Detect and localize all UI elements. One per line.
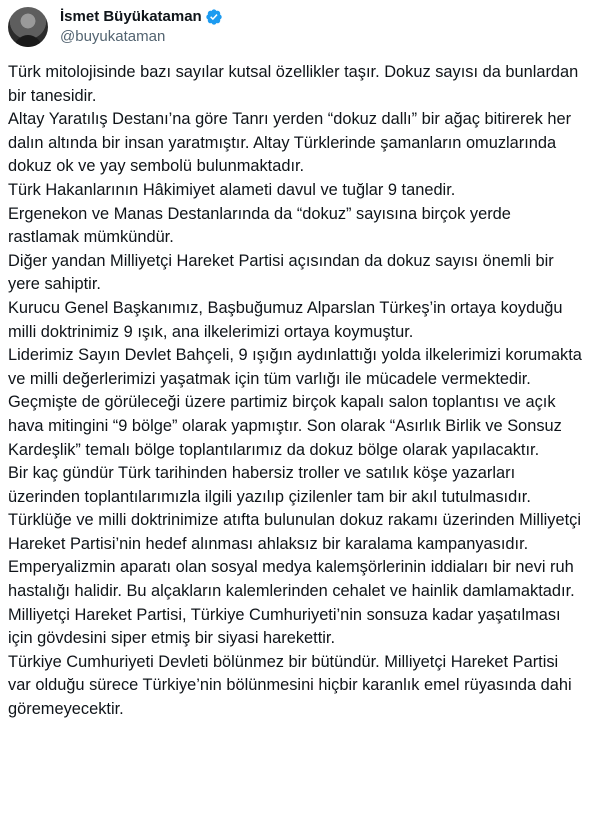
- author-name-row: [60, 7, 223, 27]
- tweet-paragraph: Kurucu Genel Başkanımız, Başbuğumuz Alparslan Türkeş’in ortaya koyduğu milli doktrinimiz 9 ışık, ana ilkelerimizi ortaya koymuştur.: [8, 298, 563, 341]
- tweet-paragraph: Türk mitolojisinde bazı sayılar kutsal özellikler taşır. Dokuz sayısı da bunlardan bir tanesidir.: [8, 63, 579, 105]
- tweet-paragraph: Bir kaç gündür Türk tarihinden habersiz troller ve satılık köşe yazarları üzerinden toplantılarımızla ilgili yazılıp çizilenler tam bir akıl tutulmasıdır.: [8, 464, 531, 506]
- tweet-paragraph: Altay Yaratılış Destanı’na göre Tanrı yerden “dokuz dallı” bir ağaç bitirerek her dalın altında bir insan yaratmıştır. Altay Türklerinde şamanların omuzlarında dokuz ok ve yay sembolü bulunmaktadır.: [8, 110, 572, 176]
- tweet-paragraph: Liderimiz Sayın Devlet Bahçeli, 9 ışığın aydınlattığı yolda ilkelerimizi korumakta ve milli değerlerimizi yaşatmak için tüm varlığı ile mücadele vermektedir.: [8, 346, 582, 388]
- tweet-paragraph: Diğer yandan Milliyetçi Hareket Partisi açısından da dokuz sayısı önemli bir yere sahiptir.: [8, 251, 554, 294]
- tweet-header: [8, 3, 223, 51]
- author-handle[interactable]: @buyukataman: [60, 28, 166, 45]
- author-display-name[interactable]: İsmet Büyükataman: [60, 8, 202, 25]
- tweet-paragraph: Milliyetçi Hareket Partisi, Türkiye Cumhuriyeti’nin sonsuza kadar yaşatılması için gövdesini siper etmiş bir siyasi harekettir.: [8, 605, 561, 648]
- avatar[interactable]: [8, 7, 48, 47]
- tweet-paragraph: Türklüğe ve milli doktrinimize atıfta bulunulan dokuz rakamı üzerinden Milliyetçi Hareket Partisi’nin hedef alınması ahlaksız bir karalama kampanyasıdır.: [8, 511, 582, 553]
- tweet-text: [8, 61, 584, 722]
- tweet-paragraph: Türkiye Cumhuriyeti Devleti bölünmez bir bütündür. Milliyetçi Hareket Partisi var olduğu sürece Türkiye’nin bölünmesini hiçbir karanlık emel rüyasında dahi göremeyecektir.: [8, 652, 572, 719]
- tweet-paragraph: Geçmişte de görüleceği üzere partimiz birçok kapalı salon toplantısı ve açık hava mitingini “9 bölge” olarak yapmıştır. Son olarak “Asırlık Birlik ve Sonsuz Kardeşlik” temalı bölge toplantılarımız da dokuz bölge olarak yapılacaktır.: [8, 393, 562, 459]
- verified-badge-icon: [205, 8, 223, 26]
- tweet-paragraph: Türk Hakanlarının Hâkimiyet alameti davul ve tuğlar 9 tanedir.: [8, 180, 456, 199]
- author-info: [60, 7, 223, 47]
- tweet-paragraph: Ergenekon ve Manas Destanlarında da “dokuz” sayısına birçok yerde rastlamak mümkündür.: [8, 204, 511, 247]
- tweet-paragraph: Emperyalizmin aparatı olan sosyal medya kalemşörlerinin iddiaları bir nevi ruh hastalığı halidir. Bu alçakların kalemlerinden cehalet ve hainlik damlamaktadır.: [8, 558, 575, 601]
